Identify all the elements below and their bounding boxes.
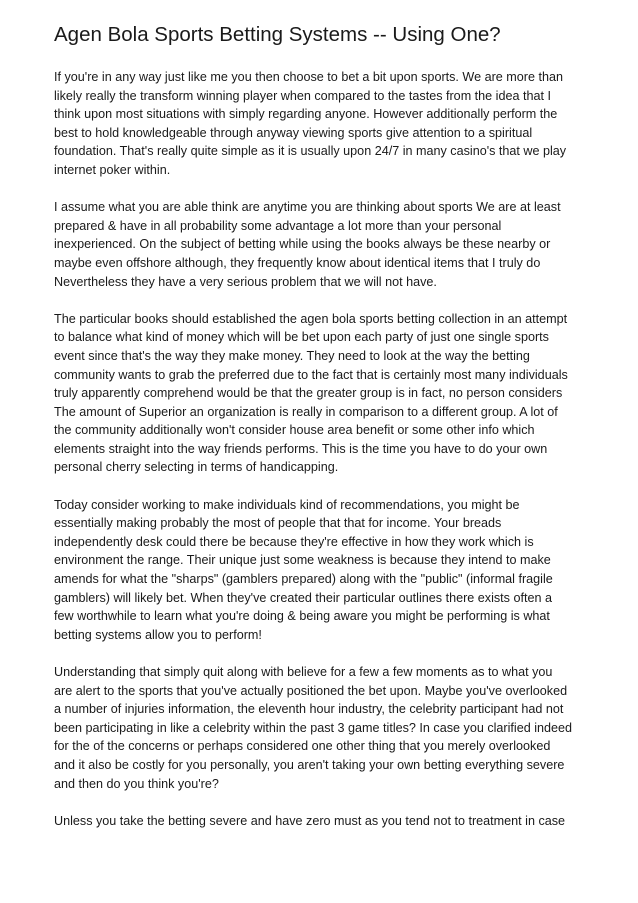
document-page: [54, 22, 594, 849]
text-line: community wants to grab the preferred due to the fact that is certainly most many individuals: [54, 367, 568, 382]
text-line: personal cherry selecting in terms of handicapping.: [54, 460, 339, 475]
text-line: Nevertheless they have a very serious problem that we will not have.: [54, 274, 437, 289]
paragraph-1: [54, 68, 594, 180]
text-line: independently desk could there be because they're effective in how they work which is: [54, 534, 534, 549]
text-line: and then do you think you're?: [54, 776, 219, 791]
paragraph-3: [54, 310, 594, 477]
paragraph-5: [54, 663, 594, 793]
text-line: prepared & have in all probability some advantage a lot more than your personal: [54, 218, 502, 233]
text-line: I assume what you are able think are anytime you are thinking about sports We are at least: [54, 200, 561, 215]
text-line: are alert to the sports that you've actually positioned the bet upon. Maybe you've overlooked: [54, 683, 568, 698]
text-line: likely really the transform winning player when compared to the tastes from the idea that I: [54, 88, 551, 103]
text-line: and it also be costly for you personally, you aren't taking your own betting everything severe: [54, 757, 565, 772]
text-line: Unless you take the betting severe and have zero must as you tend not to treatment in case: [54, 813, 566, 828]
text-line: few worthwhile to learn what you're doing & being aware you might be performing is what: [54, 609, 550, 624]
text-line: for the of the concerns or perhaps considered one other thing that you merely overlooked: [54, 739, 551, 754]
text-line: amends for what the "sharps" (gamblers prepared) along with the "public" (informal fragile: [54, 572, 553, 587]
text-line: The particular books should established the agen bola sports betting collection in an attempt: [54, 311, 568, 326]
text-line: Today consider working to make individuals kind of recommendations, you might be: [54, 497, 520, 512]
text-line: the community additionally won't consider house area benefit or some other info which: [54, 423, 535, 438]
text-line: event since that's the way they make money. They need to look at the way the betting: [54, 348, 530, 363]
text-line: essentially making probably the most of people that that for income. Your breads: [54, 516, 502, 531]
text-line: best to hold knowledgeable through anyway viewing sports give attention to a spiritual: [54, 125, 533, 140]
text-line: to balance what kind of money which will be bet upon each party of just one single sports: [54, 330, 549, 345]
text-line: a number of injuries information, the eleventh hour industry, the celebrity participant had not: [54, 702, 564, 717]
text-line: betting systems allow you to perform!: [54, 627, 262, 642]
text-line: The amount of Superior an organization is really in comparison to a different group. A lot of: [54, 404, 558, 419]
paragraph-4: [54, 496, 594, 645]
text-line: been participating in like a celebrity within the past 3 game titles? In case you clarified indeed: [54, 720, 573, 735]
text-line: foundation. That's really quite simple as it is usually upon 24/7 in many casino's that we play: [54, 144, 567, 159]
text-line: environment the range. Their unique just some weakness is because they intend to make: [54, 553, 551, 568]
text-line: think upon most situations with simply regarding anyone. However additionally perform the: [54, 107, 558, 122]
document-title: Agen Bola Sports Betting Systems -- Using One?: [54, 23, 501, 46]
text-line: inexperienced. On the subject of betting while using the books always be these nearby or: [54, 237, 551, 252]
text-line: maybe even offshore although, they frequently know about identical items that I truly do: [54, 255, 541, 270]
paragraph-2: [54, 198, 594, 291]
text-line: elements straight into the way friends performs. This is the time you have to do your own: [54, 441, 548, 456]
paragraph-6: [54, 812, 594, 831]
text-line: gamblers) will likely bet. When they've created their particular outlines there exists often a: [54, 590, 552, 605]
text-line: truly apparently comprehend would be that the greater group is in fact, no person considers: [54, 386, 563, 401]
text-line: internet poker within.: [54, 162, 171, 177]
text-line: Understanding that simply quit along with believe for a few a few moments as to what you: [54, 665, 553, 679]
text-line: If you're in any way just like me you then choose to bet a bit upon sports. We are more than: [54, 70, 563, 84]
